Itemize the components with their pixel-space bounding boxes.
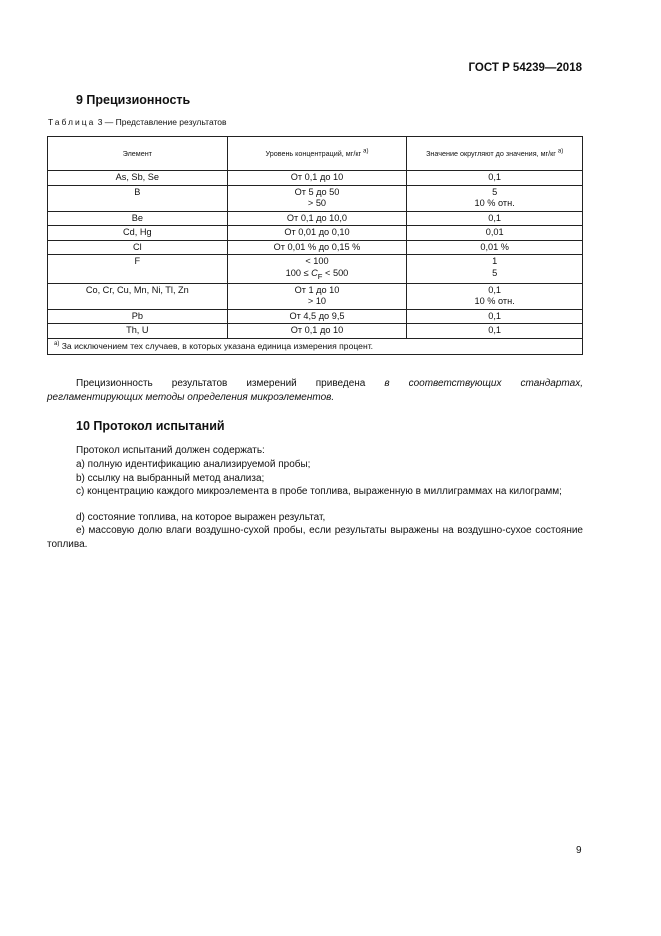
table-row <box>48 171 583 186</box>
cell-level-line2: $100 \le C_F < 500$ <box>285 267 349 281</box>
cell-element: F <box>48 255 228 284</box>
footnote-mark: а) <box>54 340 60 347</box>
results-table <box>47 136 583 355</box>
cell-value: 0,1 <box>407 211 583 226</box>
cell-value: 0,1 10 % отн. <box>407 283 583 309</box>
cell-value: 1 5 <box>407 255 583 284</box>
table-footnote-row <box>48 338 583 355</box>
protocol-item-e: e) массовую долю влаги воздушно-сухой пробы, если результаты выражены на воздушно-сухое состояние топлива. <box>47 525 583 550</box>
standard-designation: ГОСТ Р 54239—2018 <box>468 62 582 74</box>
table-caption-text: 3 — Представление результатов <box>97 117 227 127</box>
cell-level: От 1 до 10 > 10 <box>227 283 407 309</box>
cell-level: От 0,1 до 10,0 <box>227 211 407 226</box>
table-footnote <box>48 338 583 355</box>
section-10-title: 10 Протокол испытаний <box>76 419 225 433</box>
footnote-ref: а) <box>557 148 564 155</box>
col-header-level: Уровень концентраций, мг/кг $^{а)}$ <box>227 137 407 171</box>
cell-element: Pb <box>48 309 228 324</box>
cell-element: Co, Cr, Cu, Mn, Ni, Tl, Zn <box>48 283 228 309</box>
cell-element: B <box>48 185 228 211</box>
table-row <box>48 240 583 255</box>
table-row <box>48 211 583 226</box>
table-header-row <box>48 137 583 171</box>
table-caption-word: Таблица <box>48 117 96 127</box>
precision-text: Прецизионность результатов измерений приведена <box>76 378 385 389</box>
table-row <box>48 324 583 339</box>
cell-value: 0,1 <box>407 171 583 186</box>
cell-element: Cd, Hg <box>48 226 228 241</box>
precision-text-italic: в соответствующих стандартах, регламентирующих методы определения микроэлементов. <box>47 378 583 403</box>
cell-level: От 4,5 до 9,5 <box>227 309 407 324</box>
cell-level: От 0,01 % до 0,15 % <box>227 240 407 255</box>
cell-value: 0,1 <box>407 324 583 339</box>
cell-value: 5 10 % отн. <box>407 185 583 211</box>
protocol-item-d: d) состояние топлива, на которое выражен результат, <box>76 512 326 523</box>
protocol-item-b: b) ссылку на выбранный метод анализа; <box>76 473 265 484</box>
col-header-element: Элемент <box>48 137 228 171</box>
footnote-ref: а) <box>363 148 369 155</box>
protocol-item-a: а) полную идентификацию анализируемой пробы; <box>76 459 311 470</box>
precision-paragraph <box>47 377 583 405</box>
cell-level: От 0,1 до 10 <box>227 324 407 339</box>
section-9-title: 9 Прецизионность <box>76 93 191 107</box>
cell-level: От 0,1 до 10 <box>227 171 407 186</box>
table-caption <box>48 117 227 127</box>
col-header-value: Значение округляют до значения, мг/кг $^{а)}$ <box>407 137 583 171</box>
table-row <box>48 226 583 241</box>
cell-level: От 5 до 50 > 50 <box>227 185 407 211</box>
cell-level: От 0,01 до 0,10 <box>227 226 407 241</box>
cell-element: Cl <box>48 240 228 255</box>
cell-level-line1: < 100 <box>305 256 329 266</box>
cell-value: 0,1 <box>407 309 583 324</box>
protocol-intro: Протокол испытаний должен содержать: <box>76 445 265 456</box>
cell-element: Be <box>48 211 228 226</box>
cell-element: As, Sb, Se <box>48 171 228 186</box>
page-number: 9 <box>576 845 582 856</box>
cell-value: 0,01 % <box>407 240 583 255</box>
footnote-text: За исключением тех случаев, в которых указана единица измерения процент. <box>61 340 374 351</box>
table-row <box>48 255 583 284</box>
table-row <box>48 309 583 324</box>
protocol-item-c: c) концентрацию каждого микроэлемента в пробе топлива, выраженную в миллиграммах на килограмм; <box>76 486 562 497</box>
cell-level <box>227 255 407 284</box>
cell-element: Th, U <box>48 324 228 339</box>
table-row <box>48 283 583 309</box>
table-row <box>48 185 583 211</box>
cell-value: 0,01 <box>407 226 583 241</box>
